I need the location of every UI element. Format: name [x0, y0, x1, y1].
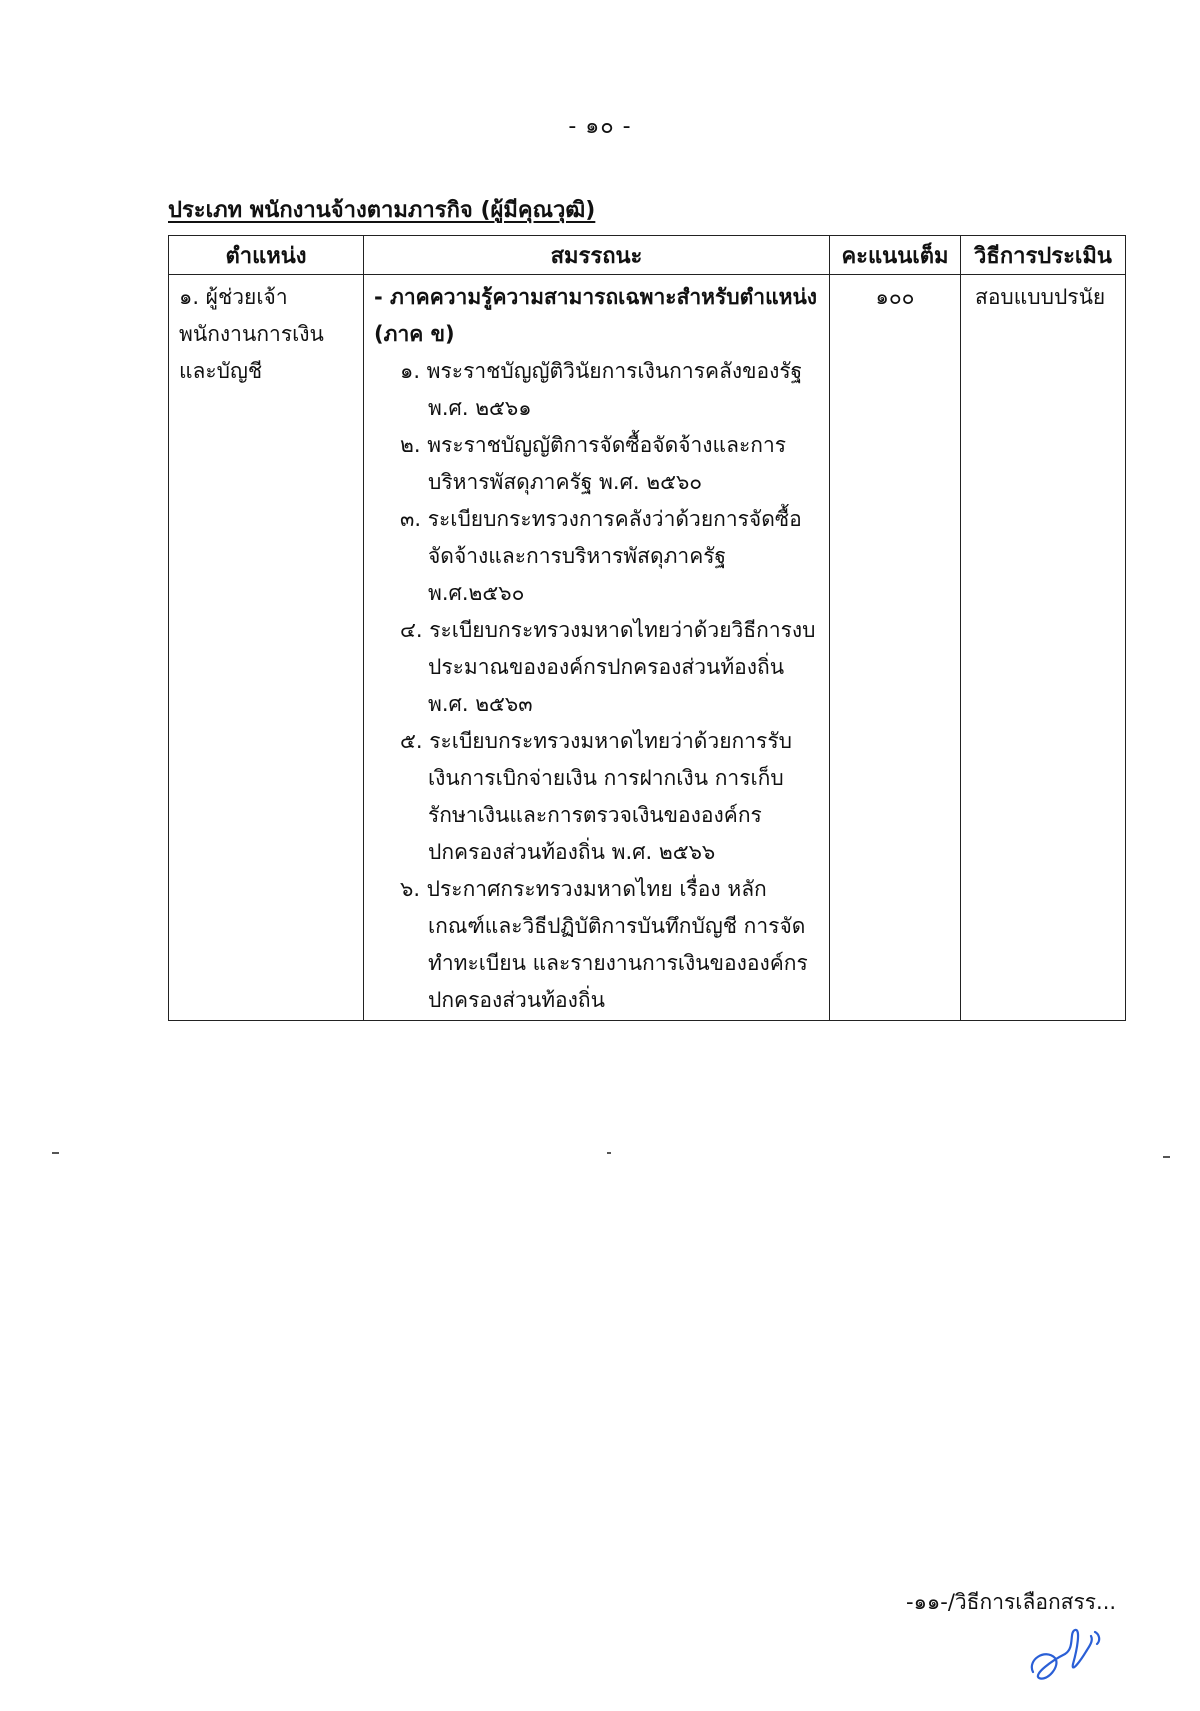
scan-speck	[607, 1152, 611, 1154]
header-position: ตำแหน่ง	[169, 236, 364, 275]
header-full-score: คะแนนเต็ม	[830, 236, 961, 275]
scan-speck	[1163, 1156, 1170, 1158]
table-row	[169, 275, 1126, 1021]
section-heading: ประเภท พนักงานจ้างตามภารกิจ (ผู้มีคุณวุฒิ)	[168, 198, 596, 223]
evaluation-table	[168, 235, 1126, 1021]
table-header-row	[169, 236, 1126, 275]
competency-item: ๒. พระราชบัญญัติการจัดซื้อจัดจ้างและการบริหารพัสดุภาครัฐ พ.ศ. ๒๕๖๐	[400, 433, 787, 494]
header-competency: สมรรถนะ	[364, 236, 830, 275]
next-page-continuation: -๑๑-/วิธีการเลือกสรร...	[906, 1590, 1117, 1614]
cell-position: ๑. ผู้ช่วยเจ้าพนักงานการเงินและบัญชี	[169, 275, 364, 1021]
page-number: - ๑๐ -	[568, 114, 632, 139]
competency-list	[374, 353, 819, 1019]
scan-speck	[52, 1152, 59, 1154]
competency-item: ๖. ประกาศกระทรวงมหาดไทย เรื่อง หลักเกณฑ์และวิธีปฏิบัติการบันทึกบัญชี การจัดทำทะเบียน และรายงานการเงินขององค์กรปกครองส่วนท้องถิ่น	[400, 877, 808, 1012]
competency-item: ๔. ระเบียบกระทรวงมหาดไทยว่าด้วยวิธีการงบประมาณขององค์กรปกครองส่วนท้องถิ่น พ.ศ. ๒๕๖๓	[400, 618, 816, 716]
signature	[1025, 1620, 1115, 1690]
competency-header: - ภาคความรู้ความสามารถเฉพาะสำหรับตำแหน่ง (ภาค ข)	[374, 285, 818, 346]
competency-item: ๑. พระราชบัญญัติวินัยการเงินการคลังของรัฐ พ.ศ. ๒๕๖๑	[400, 359, 803, 420]
cell-full-score: ๑๐๐	[830, 275, 961, 1021]
competency-item: ๓. ระเบียบกระทรวงการคลังว่าด้วยการจัดซื้อจัดจ้างและการบริหารพัสดุภาครัฐ พ.ศ.๒๕๖๐	[400, 507, 802, 605]
cell-competency	[364, 275, 830, 1021]
cell-method: สอบแบบปรนัย	[961, 275, 1126, 1021]
competency-item: ๕. ระเบียบกระทรวงมหาดไทยว่าด้วยการรับเงินการเบิกจ่ายเงิน การฝากเงิน การเก็บรักษาเงินและการตรวจเงินขององค์กรปกครองส่วนท้องถิ่น พ.ศ. ๒๕๖๖	[400, 729, 792, 864]
header-method: วิธีการประเมิน	[961, 236, 1126, 275]
